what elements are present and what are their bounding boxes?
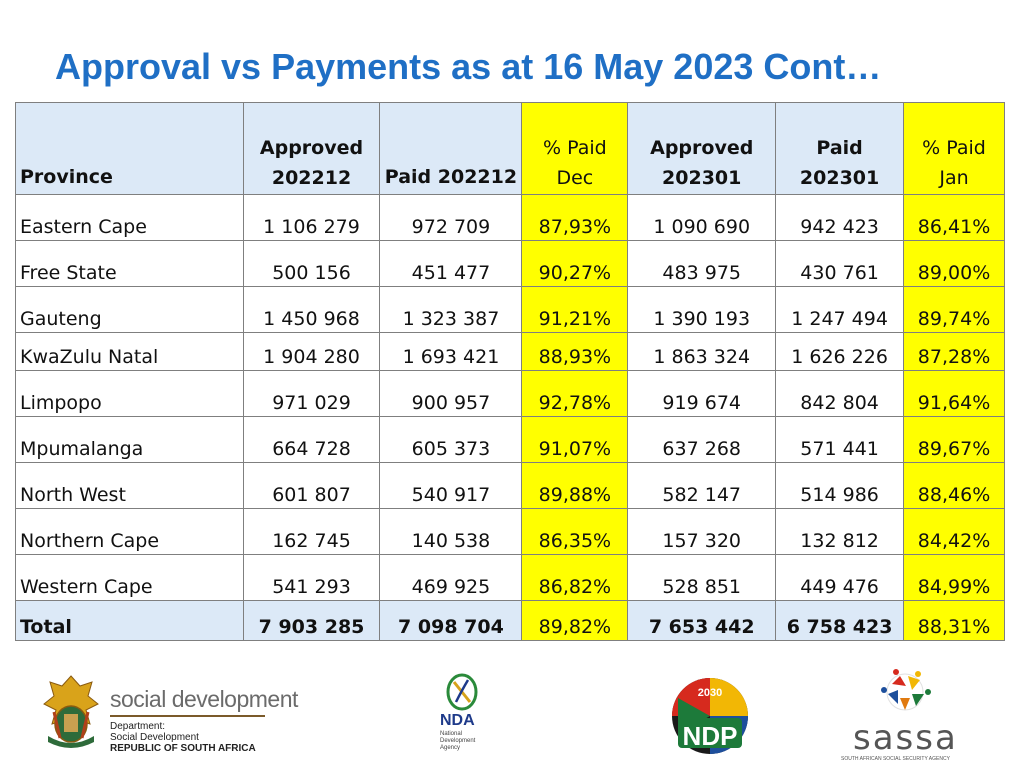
cell-pct-dec: 91,21% — [522, 287, 628, 333]
table-header-row — [16, 103, 1005, 195]
approval-payments-table — [15, 102, 1005, 641]
cell-province: North West — [16, 463, 244, 509]
cell-paid-jan: 6 758 423 — [776, 601, 904, 641]
cell-paid-jan: 842 804 — [776, 371, 904, 417]
cell-pct-dec: 91,07% — [522, 417, 628, 463]
cell-province: Gauteng — [16, 287, 244, 333]
social-development-logo: social development Department: Social Development REPUBLIC OF SOUTH AFRICA — [110, 686, 298, 754]
cell-paid-dec: 605 373 — [380, 417, 522, 463]
table-row — [16, 463, 1005, 509]
cell-paid-dec: 7 098 704 — [380, 601, 522, 641]
cell-paid-jan: 132 812 — [776, 509, 904, 555]
table-row — [16, 241, 1005, 287]
cell-pct-dec: 87,93% — [522, 195, 628, 241]
header-paid-jan: Paid 202301 — [776, 103, 904, 195]
cell-paid-dec: 1 323 387 — [380, 287, 522, 333]
table-row — [16, 195, 1005, 241]
nda-name: NDA — [440, 712, 475, 729]
cell-approved-dec: 500 156 — [243, 241, 380, 287]
cell-approved-dec: 664 728 — [243, 417, 380, 463]
cell-approved-dec: 541 293 — [243, 555, 380, 601]
sassa-name: sassa — [853, 718, 958, 758]
cell-province: KwaZulu Natal — [16, 333, 244, 371]
nda-subtitle: National Development Agency — [440, 731, 476, 751]
cell-pct-jan: 91,64% — [904, 371, 1005, 417]
cell-paid-jan: 1 626 226 — [776, 333, 904, 371]
cell-approved-jan: 1 390 193 — [628, 287, 776, 333]
cell-province: Limpopo — [16, 371, 244, 417]
cell-paid-jan: 571 441 — [776, 417, 904, 463]
header-paid-dec: Paid 202212 — [380, 103, 522, 195]
header-approved-dec: Approved 202212 — [243, 103, 380, 195]
coat-of-arms-icon — [40, 672, 102, 752]
table-row — [16, 287, 1005, 333]
header-province: Province — [16, 103, 244, 195]
cell-approved-jan: 1 863 324 — [628, 333, 776, 371]
table-row — [16, 417, 1005, 463]
cell-paid-jan: 1 247 494 — [776, 287, 904, 333]
cell-approved-dec: 162 745 — [243, 509, 380, 555]
cell-pct-jan: 88,46% — [904, 463, 1005, 509]
cell-province: Eastern Cape — [16, 195, 244, 241]
header-pct-jan: % Paid Jan — [904, 103, 1005, 195]
header-approved-jan: Approved 202301 — [628, 103, 776, 195]
cell-pct-jan: 89,67% — [904, 417, 1005, 463]
cell-approved-jan: 483 975 — [628, 241, 776, 287]
table-row — [16, 555, 1005, 601]
cell-province: Free State — [16, 241, 244, 287]
sassa-subtitle: SOUTH AFRICAN SOCIAL SECURITY AGENCY — [841, 756, 950, 762]
cell-approved-dec: 1 450 968 — [243, 287, 380, 333]
cell-pct-jan: 89,00% — [904, 241, 1005, 287]
cell-pct-dec: 88,93% — [522, 333, 628, 371]
cell-approved-jan: 919 674 — [628, 371, 776, 417]
cell-pct-dec: 89,82% — [522, 601, 628, 641]
cell-approved-dec: 1 106 279 — [243, 195, 380, 241]
cell-approved-dec: 971 029 — [243, 371, 380, 417]
ndp-name: NDP — [682, 721, 738, 751]
cell-paid-dec: 140 538 — [380, 509, 522, 555]
cell-pct-jan: 86,41% — [904, 195, 1005, 241]
cell-paid-dec: 469 925 — [380, 555, 522, 601]
cell-approved-jan: 157 320 — [628, 509, 776, 555]
cell-pct-jan: 88,31% — [904, 601, 1005, 641]
cell-approved-dec: 1 904 280 — [243, 333, 380, 371]
cell-paid-jan: 514 986 — [776, 463, 904, 509]
cell-pct-dec: 90,27% — [522, 241, 628, 287]
cell-paid-dec: 1 693 421 — [380, 333, 522, 371]
cell-approved-dec: 601 807 — [243, 463, 380, 509]
cell-pct-jan: 87,28% — [904, 333, 1005, 371]
cell-paid-jan: 430 761 — [776, 241, 904, 287]
table-row — [16, 371, 1005, 417]
cell-pct-dec: 86,35% — [522, 509, 628, 555]
cell-pct-jan: 89,74% — [904, 287, 1005, 333]
cell-approved-jan: 582 147 — [628, 463, 776, 509]
cell-paid-jan: 449 476 — [776, 555, 904, 601]
table-row — [16, 509, 1005, 555]
table-row — [16, 333, 1005, 371]
cell-pct-dec: 89,88% — [522, 463, 628, 509]
table-total-row — [16, 601, 1005, 641]
cell-approved-jan: 7 653 442 — [628, 601, 776, 641]
cell-province: Northern Cape — [16, 509, 244, 555]
ndp-year: 2030 — [697, 687, 723, 699]
header-pct-dec: % Paid Dec — [522, 103, 628, 195]
cell-pct-dec: 92,78% — [522, 371, 628, 417]
cell-province: Mpumalanga — [16, 417, 244, 463]
cell-paid-dec: 540 917 — [380, 463, 522, 509]
cell-pct-jan: 84,42% — [904, 509, 1005, 555]
cell-approved-jan: 1 090 690 — [628, 195, 776, 241]
cell-approved-dec: 7 903 285 — [243, 601, 380, 641]
page-title: Approval vs Payments as at 16 May 2023 Cont… — [55, 46, 882, 87]
cell-paid-dec: 451 477 — [380, 241, 522, 287]
cell-province: Total — [16, 601, 244, 641]
cell-pct-dec: 86,82% — [522, 555, 628, 601]
cell-paid-dec: 972 709 — [380, 195, 522, 241]
cell-paid-jan: 942 423 — [776, 195, 904, 241]
cell-approved-jan: 528 851 — [628, 555, 776, 601]
cell-pct-jan: 84,99% — [904, 555, 1005, 601]
cell-approved-jan: 637 268 — [628, 417, 776, 463]
ndp-2030-logo-icon — [670, 668, 750, 760]
cell-paid-dec: 900 957 — [380, 371, 522, 417]
cell-province: Western Cape — [16, 555, 244, 601]
